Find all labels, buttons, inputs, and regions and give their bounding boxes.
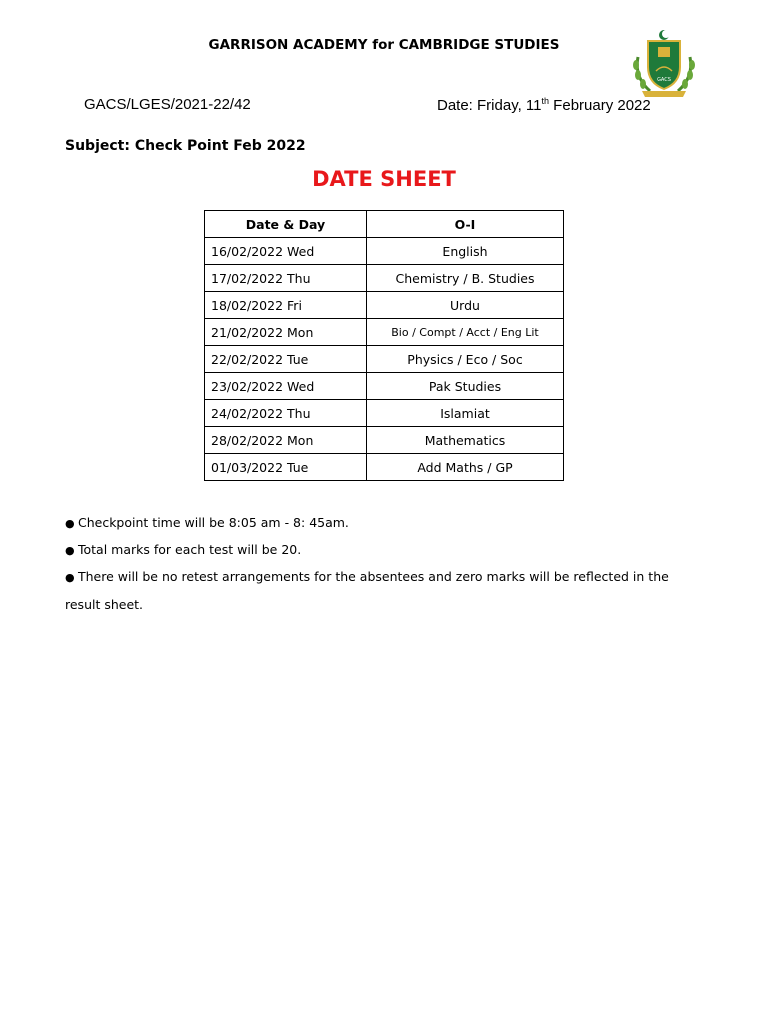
table-row [205,373,564,400]
bullet-icon: ● [65,517,75,530]
row-date: 21/02/2022 Mon [205,319,367,346]
row-date: 17/02/2022 Thu [205,265,367,292]
row-subject: Islamiat [367,400,564,427]
row-subject: Chemistry / B. Studies [367,265,564,292]
column-header-date: Date & Day [205,211,367,238]
table-row [205,346,564,373]
table-row [205,319,564,346]
note-checkpoint-time: ● Checkpoint time will be 8:05 am - 8: 45am. [65,509,705,537]
academy-name: GARRISON ACADEMY for CAMBRIDGE STUDIES [208,37,560,53]
row-date: 24/02/2022 Thu [205,400,367,427]
bullet-icon: ● [65,544,75,557]
row-subject: Pak Studies [367,373,564,400]
page-title: DATE SHEET [312,167,456,191]
column-header-o1: O-I [367,211,564,238]
table-row [205,292,564,319]
table-header-row [205,211,564,238]
table-row [205,454,564,481]
document-date: Date: Friday, 11th February 2022 [437,96,651,114]
row-subject: English [367,238,564,265]
row-subject: Add Maths / GP [367,454,564,481]
note-no-retest: ● There will be no retest arrangements for the absentees and zero marks will be reflected in the result sheet. [65,563,705,618]
reference-number: GACS/LGES/2021-22/42 [84,96,251,113]
table-row [205,238,564,265]
row-date: 28/02/2022 Mon [205,427,367,454]
subject-line: Subject: Check Point Feb 2022 [65,138,306,154]
note-total-marks: ● Total marks for each test will be 20. [65,536,705,564]
row-subject: Urdu [367,292,564,319]
table-row [205,265,564,292]
row-date: 16/02/2022 Wed [205,238,367,265]
svg-text:GACS: GACS [657,77,671,83]
table-row [205,427,564,454]
row-subject: Mathematics [367,427,564,454]
row-subject: Physics / Eco / Soc [367,346,564,373]
table-row [205,400,564,427]
row-date: 18/02/2022 Fri [205,292,367,319]
row-date: 22/02/2022 Tue [205,346,367,373]
date-sheet-table [204,210,564,481]
row-date: 23/02/2022 Wed [205,373,367,400]
bullet-icon: ● [65,571,75,584]
academy-logo [628,27,700,99]
row-subject: Bio / Compt / Acct / Eng Lit [367,319,564,346]
row-date: 01/03/2022 Tue [205,454,367,481]
